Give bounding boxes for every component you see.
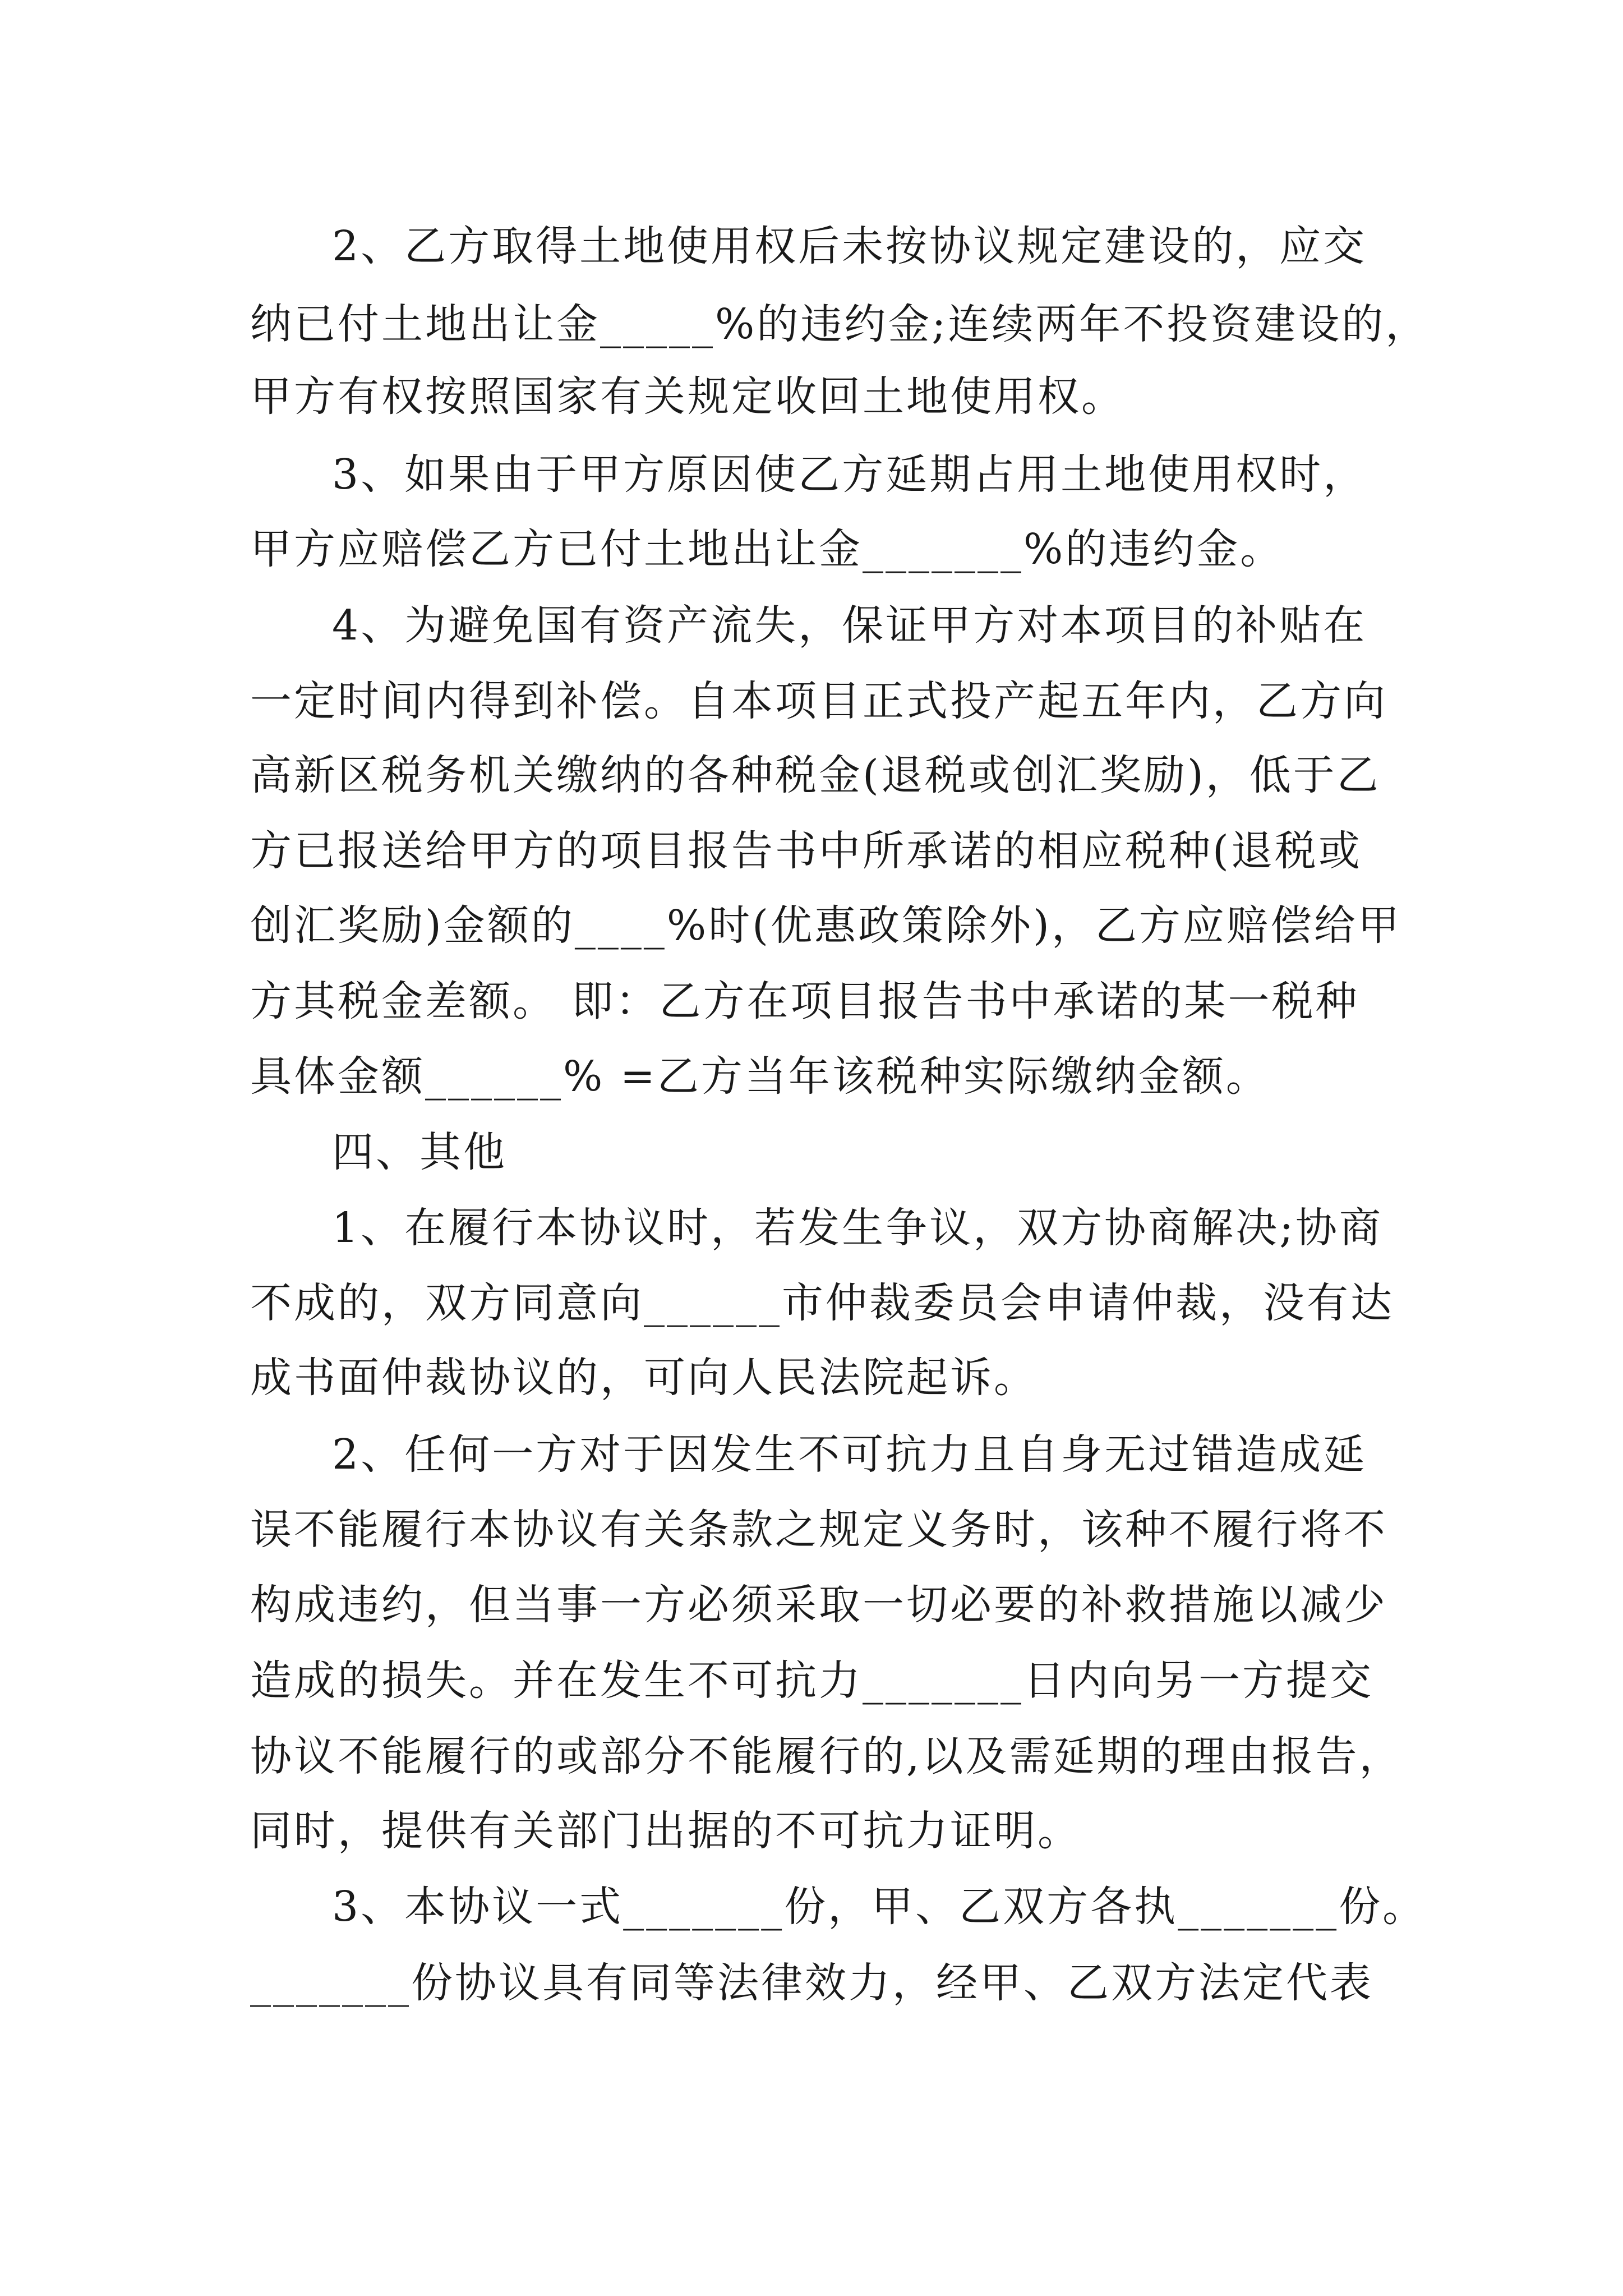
clause-line: 甲方应赔偿乙方已付土地出让金_______%的违约金。 xyxy=(250,525,1284,573)
clause-line: 方其税金差额。 即：乙方在项目报告书中承诺的某一税种 xyxy=(250,977,1359,1025)
clause-line: 构成违约，但当事一方必须采取一切必要的补救措施以减少 xyxy=(250,1581,1387,1629)
clause-line: 不成的，双方同意向______市仲裁委员会申请仲裁，没有达 xyxy=(250,1279,1394,1327)
clause-line: 2、任何一方对于因发生不可抗力且自身无过错造成延 xyxy=(332,1430,1367,1479)
clause-line: 创汇奖励)金额的____%时(优惠政策除外)，乙方应赔偿给甲 xyxy=(250,901,1401,950)
clause-line: 误不能履行本协议有关条款之规定义务时，该种不履行将不 xyxy=(250,1506,1387,1554)
clause-line: 2、乙方取得土地使用权后未按协议规定建设的，应交 xyxy=(332,222,1367,270)
clause-line: 3、如果由于甲方原因使乙方延期占用土地使用权时， xyxy=(332,450,1367,499)
clause-line: 具体金额______% =乙方当年该税种实际缴纳金额。 xyxy=(250,1052,1270,1101)
clause-line: 高新区税务机关缴纳的各种税金(退税或创汇奖励)，低于乙 xyxy=(250,751,1381,799)
clause-line: _______份协议具有同等法律效力，经甲、乙双方法定代表 xyxy=(250,1959,1373,2007)
clause-line: 同时，提供有关部门出据的不可抗力证明。 xyxy=(250,1807,1081,1855)
clause-line: 造成的损失。并在发生不可抗力_______日内向另一方提交 xyxy=(250,1657,1373,1705)
clause-line: 3、本协议一式_______份，甲、乙双方各执_______份。 xyxy=(332,1883,1427,1931)
clause-line: 1、在履行本协议时，若发生争议，双方协商解决;协商 xyxy=(332,1204,1384,1252)
clause-line: 4、为避免国有资产流失，保证甲方对本项目的补贴在 xyxy=(332,601,1367,650)
clause-line: 方已报送给甲方的项目报告书中所承诺的相应税种(退税或 xyxy=(250,827,1362,875)
clause-line: 甲方有权按照国家有关规定收回土地使用权。 xyxy=(250,372,1125,421)
clause-line: 一定时间内得到补偿。自本项目正式投产起五年内，乙方向 xyxy=(250,677,1387,725)
clause-line: 纳已付土地出让金_____%的违约金;连续两年不投资建设的， xyxy=(250,300,1430,348)
clause-line: 成书面仲裁协议的，可向人民法院起诉。 xyxy=(250,1354,1038,1402)
clause-line: 协议不能履行的或部分不能履行的,以及需延期的理由报告， xyxy=(250,1732,1403,1780)
section-heading: 四、其他 xyxy=(332,1128,507,1176)
